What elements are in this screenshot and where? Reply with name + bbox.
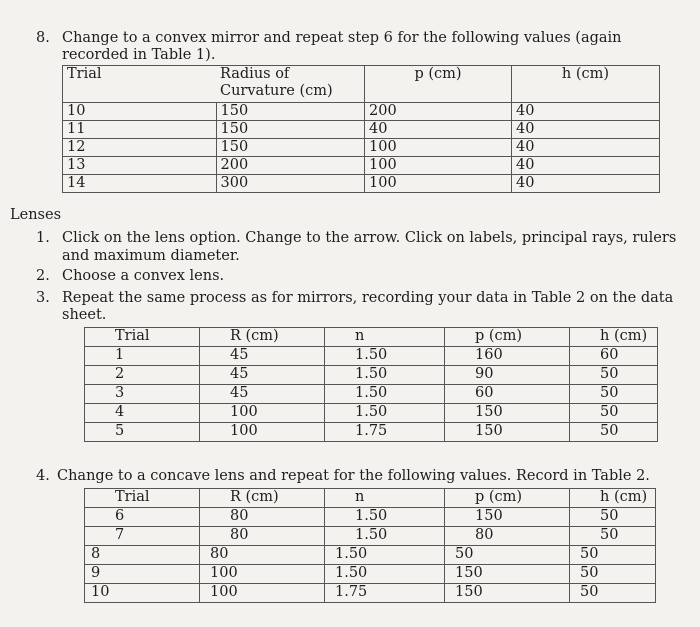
table-cell: 12 [63, 139, 217, 157]
table-cell: 150 [445, 423, 570, 442]
step4-text: Change to a concave lens and repeat for the following values. Record in Table 2. [57, 468, 650, 484]
table-cell: 1.75 [325, 423, 445, 442]
table-cell: 100 [365, 157, 512, 175]
table-cell: 50 [570, 423, 658, 442]
step-number: 8. [36, 30, 50, 46]
table-cell: 100 [200, 584, 325, 603]
table-cell: 60 [570, 347, 658, 366]
table2-header-n: n [325, 328, 445, 347]
table2-header-p: p (cm) [445, 328, 570, 347]
table-cell: 1.50 [325, 508, 445, 527]
table3-header-row [85, 489, 656, 508]
table-row [63, 157, 660, 175]
list-item-text: Repeat the same process as for mirrors, recording your data in Table 2 on the data [62, 290, 674, 306]
table-cell: 6 [85, 508, 200, 527]
table-cell: 200 [365, 103, 512, 121]
table-row [85, 366, 658, 385]
table-cell: 40 [512, 139, 660, 157]
table-cell: 90 [445, 366, 570, 385]
table-cell: 1.50 [325, 366, 445, 385]
table-cell: 1 [85, 347, 200, 366]
table1-header-row [63, 66, 660, 103]
table3-header-trial: Trial [85, 489, 200, 508]
table1-header-h: h (cm) [512, 66, 660, 103]
table1-header-trial: Trial [63, 66, 217, 103]
table-cell: 100 [200, 565, 325, 584]
table3-header-r: R (cm) [200, 489, 325, 508]
table-cell: 10 [63, 103, 217, 121]
table-row [85, 508, 656, 527]
table-cell: 150 [445, 404, 570, 423]
table-row [85, 404, 658, 423]
list-item-number: 1. [36, 230, 50, 246]
lenses-heading: Lenses [10, 207, 62, 223]
list-item-number: 3. [36, 290, 50, 306]
table-row [85, 584, 656, 603]
step8-text-line1: Change to a convex mirror and repeat step 6 for the following values (again [62, 30, 622, 46]
list-item-text: and maximum diameter. [62, 248, 240, 264]
table-cell: 160 [445, 347, 570, 366]
table-row [85, 527, 656, 546]
table-cell: 9 [85, 565, 200, 584]
table-row [85, 385, 658, 404]
table-cell: 150 [216, 103, 365, 121]
table2-header-r: R (cm) [200, 328, 325, 347]
table-cell: 100 [200, 423, 325, 442]
table2 [84, 327, 658, 442]
table-cell: 1.50 [325, 404, 445, 423]
table-cell: 50 [570, 508, 656, 527]
table-cell: 50 [570, 546, 656, 565]
table-cell: 5 [85, 423, 200, 442]
table-cell: 60 [445, 385, 570, 404]
table-cell: 50 [570, 565, 656, 584]
list-item-text: sheet. [62, 307, 107, 323]
table-cell: 1.50 [325, 527, 445, 546]
table3-header-p: p (cm) [445, 489, 570, 508]
table-cell: 50 [570, 584, 656, 603]
table-row [63, 103, 660, 121]
table-cell: 2 [85, 366, 200, 385]
table-cell: 1.50 [325, 385, 445, 404]
table1-header-radius: Radius of Curvature (cm) [216, 66, 365, 103]
table-row [63, 175, 660, 193]
table-cell: 1.50 [325, 546, 445, 565]
table-cell: 100 [200, 404, 325, 423]
table-cell: 45 [200, 366, 325, 385]
table-cell: 7 [85, 527, 200, 546]
table-cell: 13 [63, 157, 217, 175]
table-cell: 150 [216, 121, 365, 139]
table-row [63, 139, 660, 157]
table-cell: 3 [85, 385, 200, 404]
table-cell: 80 [200, 527, 325, 546]
table-row [85, 347, 658, 366]
table-cell: 45 [200, 385, 325, 404]
table-row [63, 121, 660, 139]
table2-header-h: h (cm) [570, 328, 658, 347]
table-cell: 300 [216, 175, 365, 193]
table-cell: 1.50 [325, 347, 445, 366]
table-cell: 150 [445, 565, 570, 584]
table-cell: 1.75 [325, 584, 445, 603]
table-row [85, 423, 658, 442]
step8-text-line2: recorded in Table 1). [62, 47, 216, 63]
table-cell: 11 [63, 121, 217, 139]
table-cell: 100 [365, 175, 512, 193]
list-item-text: Choose a convex lens. [62, 268, 225, 284]
table-cell: 50 [570, 527, 656, 546]
table-cell: 50 [570, 385, 658, 404]
table3-header-h: h (cm) [570, 489, 656, 508]
table-cell: 80 [445, 527, 570, 546]
list-item-number: 2. [36, 268, 50, 284]
table-cell: 40 [512, 103, 660, 121]
table-cell: 50 [570, 404, 658, 423]
list-item-number: 4. [36, 468, 50, 484]
table-cell: 40 [365, 121, 512, 139]
table-cell: 80 [200, 546, 325, 565]
table-cell: 1.50 [325, 565, 445, 584]
table1 [62, 65, 660, 193]
table-cell: 10 [85, 584, 200, 603]
table-cell: 100 [365, 139, 512, 157]
table-cell: 150 [216, 139, 365, 157]
table1-header-p: p (cm) [365, 66, 512, 103]
table-cell: 150 [445, 508, 570, 527]
table2-header-trial: Trial [85, 328, 200, 347]
table-cell: 40 [512, 157, 660, 175]
table-cell: 40 [512, 175, 660, 193]
table-cell: 50 [570, 366, 658, 385]
table-row [85, 546, 656, 565]
table3 [84, 488, 656, 603]
table-cell: 8 [85, 546, 200, 565]
table2-header-row [85, 328, 658, 347]
table-cell: 50 [445, 546, 570, 565]
table-cell: 80 [200, 508, 325, 527]
table3-header-n: n [325, 489, 445, 508]
table-cell: 4 [85, 404, 200, 423]
list-item-text: Click on the lens option. Change to the arrow. Click on labels, principal rays, rulers [62, 230, 677, 246]
table-cell: 45 [200, 347, 325, 366]
table-row [85, 565, 656, 584]
table-cell: 200 [216, 157, 365, 175]
table-cell: 150 [445, 584, 570, 603]
table-cell: 40 [512, 121, 660, 139]
table-cell: 14 [63, 175, 217, 193]
